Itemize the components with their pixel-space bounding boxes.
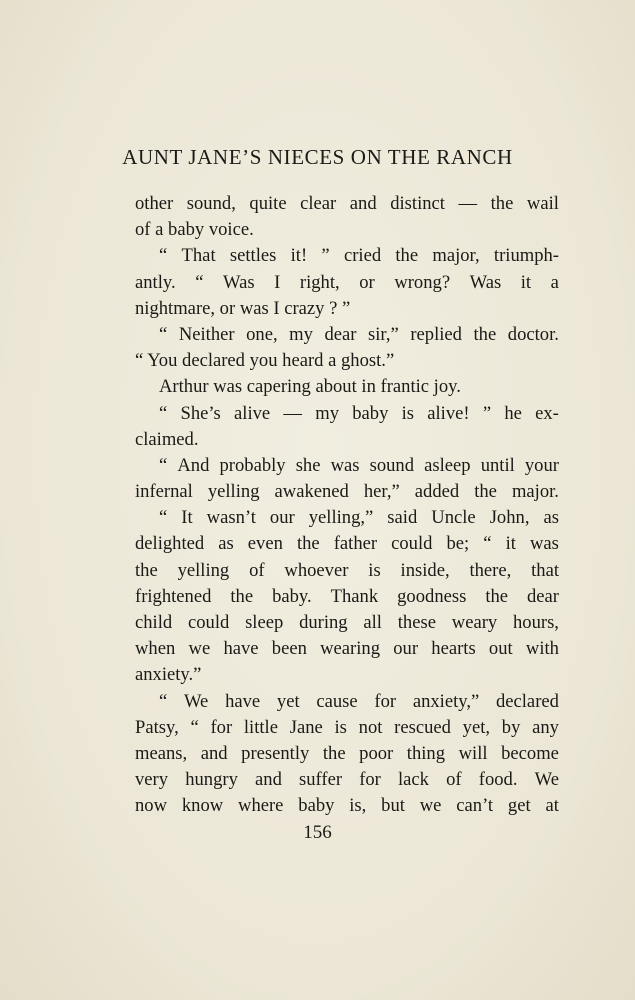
text-line: infernal yelling awakened her,” added the major. [135,481,559,503]
text-line: claimed. [135,428,199,450]
text-line: frightened the baby. Thank goodness the dear [135,585,559,607]
text-line: “ That settles it! ” cried the major, triumph- [159,245,559,267]
text-line: when we have been wearing our hearts out with [135,638,559,660]
text-line: Arthur was capering about in frantic joy. [159,376,461,398]
text-line: delighted as even the father could be; “ it was [135,533,559,555]
text-line: antly. “ Was I right, or wrong? Was it a [135,271,559,293]
running-head: AUNT JANE’S NIECES ON THE RANCH [122,145,513,169]
text-line: “ And probably she was sound asleep until your [159,454,559,476]
text-line: “ Neither one, my dear sir,” replied the doctor. [159,323,559,345]
text-line: “ You declared you heard a ghost.” [135,350,395,372]
text-line: very hungry and suffer for lack of food. We [135,769,559,791]
text-line: “ We have yet cause for anxiety,” declared [159,690,559,712]
text-line: “ She’s alive — my baby is alive! ” he ex- [159,402,559,424]
text-line: child could sleep during all these weary hours, [135,612,559,633]
text-line: the yelling of whoever is inside, there, that [135,559,559,581]
text-line: nightmare, or was I crazy ? ” [135,297,351,319]
text-line: Patsy, “ for little Jane is not rescued yet, by any [135,716,559,738]
page-number: 156 [303,822,332,843]
text-line: means, and presently the poor thing will become [135,742,559,764]
body-text [135,191,559,820]
text-line: “ It wasn’t our yelling,” said Uncle John, as [159,507,559,529]
text-line: of a baby voice. [135,219,254,241]
text-line: other sound, quite clear and distinct — the wail [135,193,559,214]
text-line: now know where baby is, but we can’t get at [135,795,559,817]
text-line: anxiety.” [135,664,202,686]
